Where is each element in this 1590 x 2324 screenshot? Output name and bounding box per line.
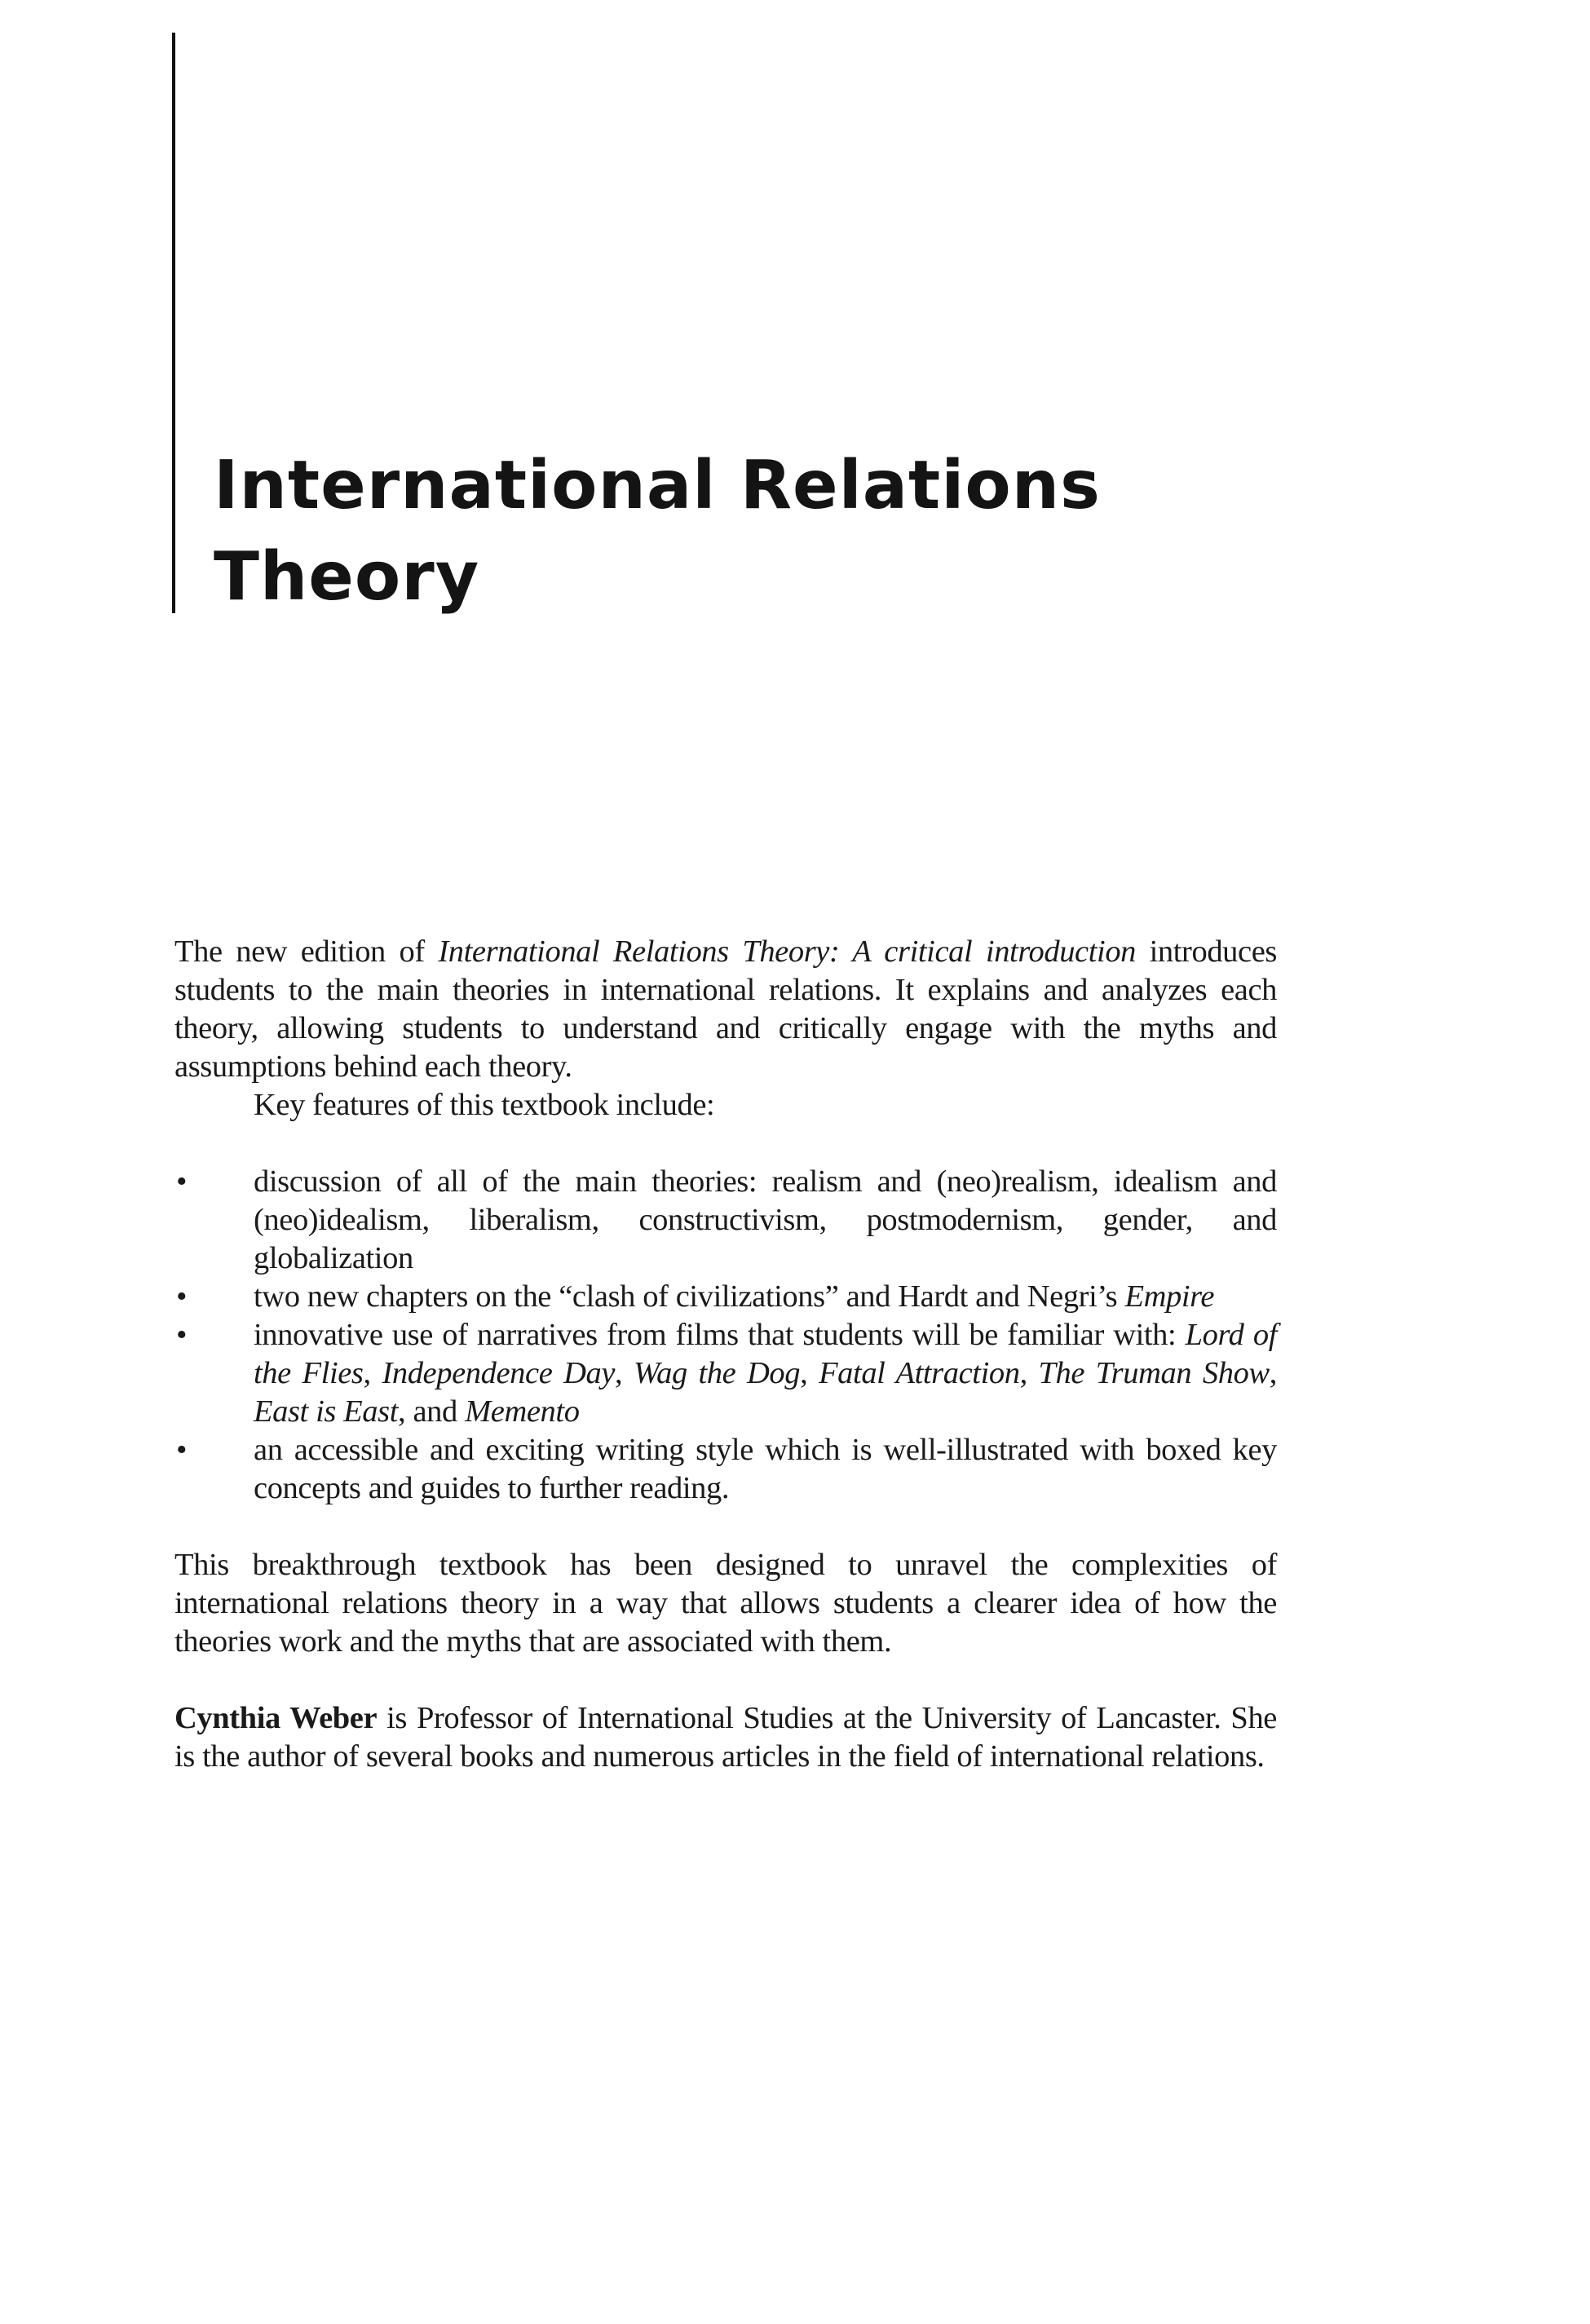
book-title-line-2: Theory: [214, 538, 480, 616]
features-lead: Key features of this textbook include:: [254, 1088, 715, 1122]
author-name: Cynthia Weber: [174, 1701, 378, 1735]
vertical-rule: [172, 33, 175, 613]
list-item: • innovative use of narratives from films that students will be familiar with: Lord of the Flies, Independence Day, Wag the Dog, Fatal Attraction, The Truman Show, East is East, and Memento: [176, 1318, 1277, 1429]
bullet-icon: •: [176, 1318, 188, 1352]
author-paragraph: [174, 1699, 1277, 1776]
summary-paragraph: This breakthrough textbook has been designed to unravel the complexities of international relations theory in a way that allows students a clearer idea of how the theories work and the myths that are associated with them.: [174, 1548, 1277, 1659]
list-item: • an accessible and exciting writing style which is well-illustrated with boxed key concepts and guides to further reading.: [176, 1433, 1277, 1505]
back-cover-text: [174, 933, 1277, 1776]
book-title: [214, 440, 1355, 623]
book-title-line-1: International Relations: [214, 447, 1101, 524]
bullet-icon: •: [176, 1433, 188, 1467]
features-list: [174, 1163, 1277, 1508]
intro-paragraph: The new edition of International Relations Theory: A critical introduction introduces students to the main theories in international relations. It explains and analyzes each theory, allowing students to understand and critically engage with the myths and assumptions behind each theory.: [174, 934, 1277, 1084]
bullet-icon: •: [176, 1164, 188, 1199]
bullet-icon: •: [176, 1279, 188, 1314]
author-bio: is Professor of International Studies at the University of Lancaster. She is the author of several books and numerous articles in the field of international relations.: [174, 1701, 1277, 1774]
list-item: • two new chapters on the “clash of civilizations” and Hardt and Negri’s Empire: [174, 1278, 1277, 1316]
book-title-italic: International Relations Theory: A critical introduction: [438, 934, 1137, 969]
list-item: • discussion of all of the main theories: realism and (neo)realism, idealism and (neo)idealism, liberalism, constructivism, postmodernism, gender, and globalization: [176, 1164, 1277, 1275]
